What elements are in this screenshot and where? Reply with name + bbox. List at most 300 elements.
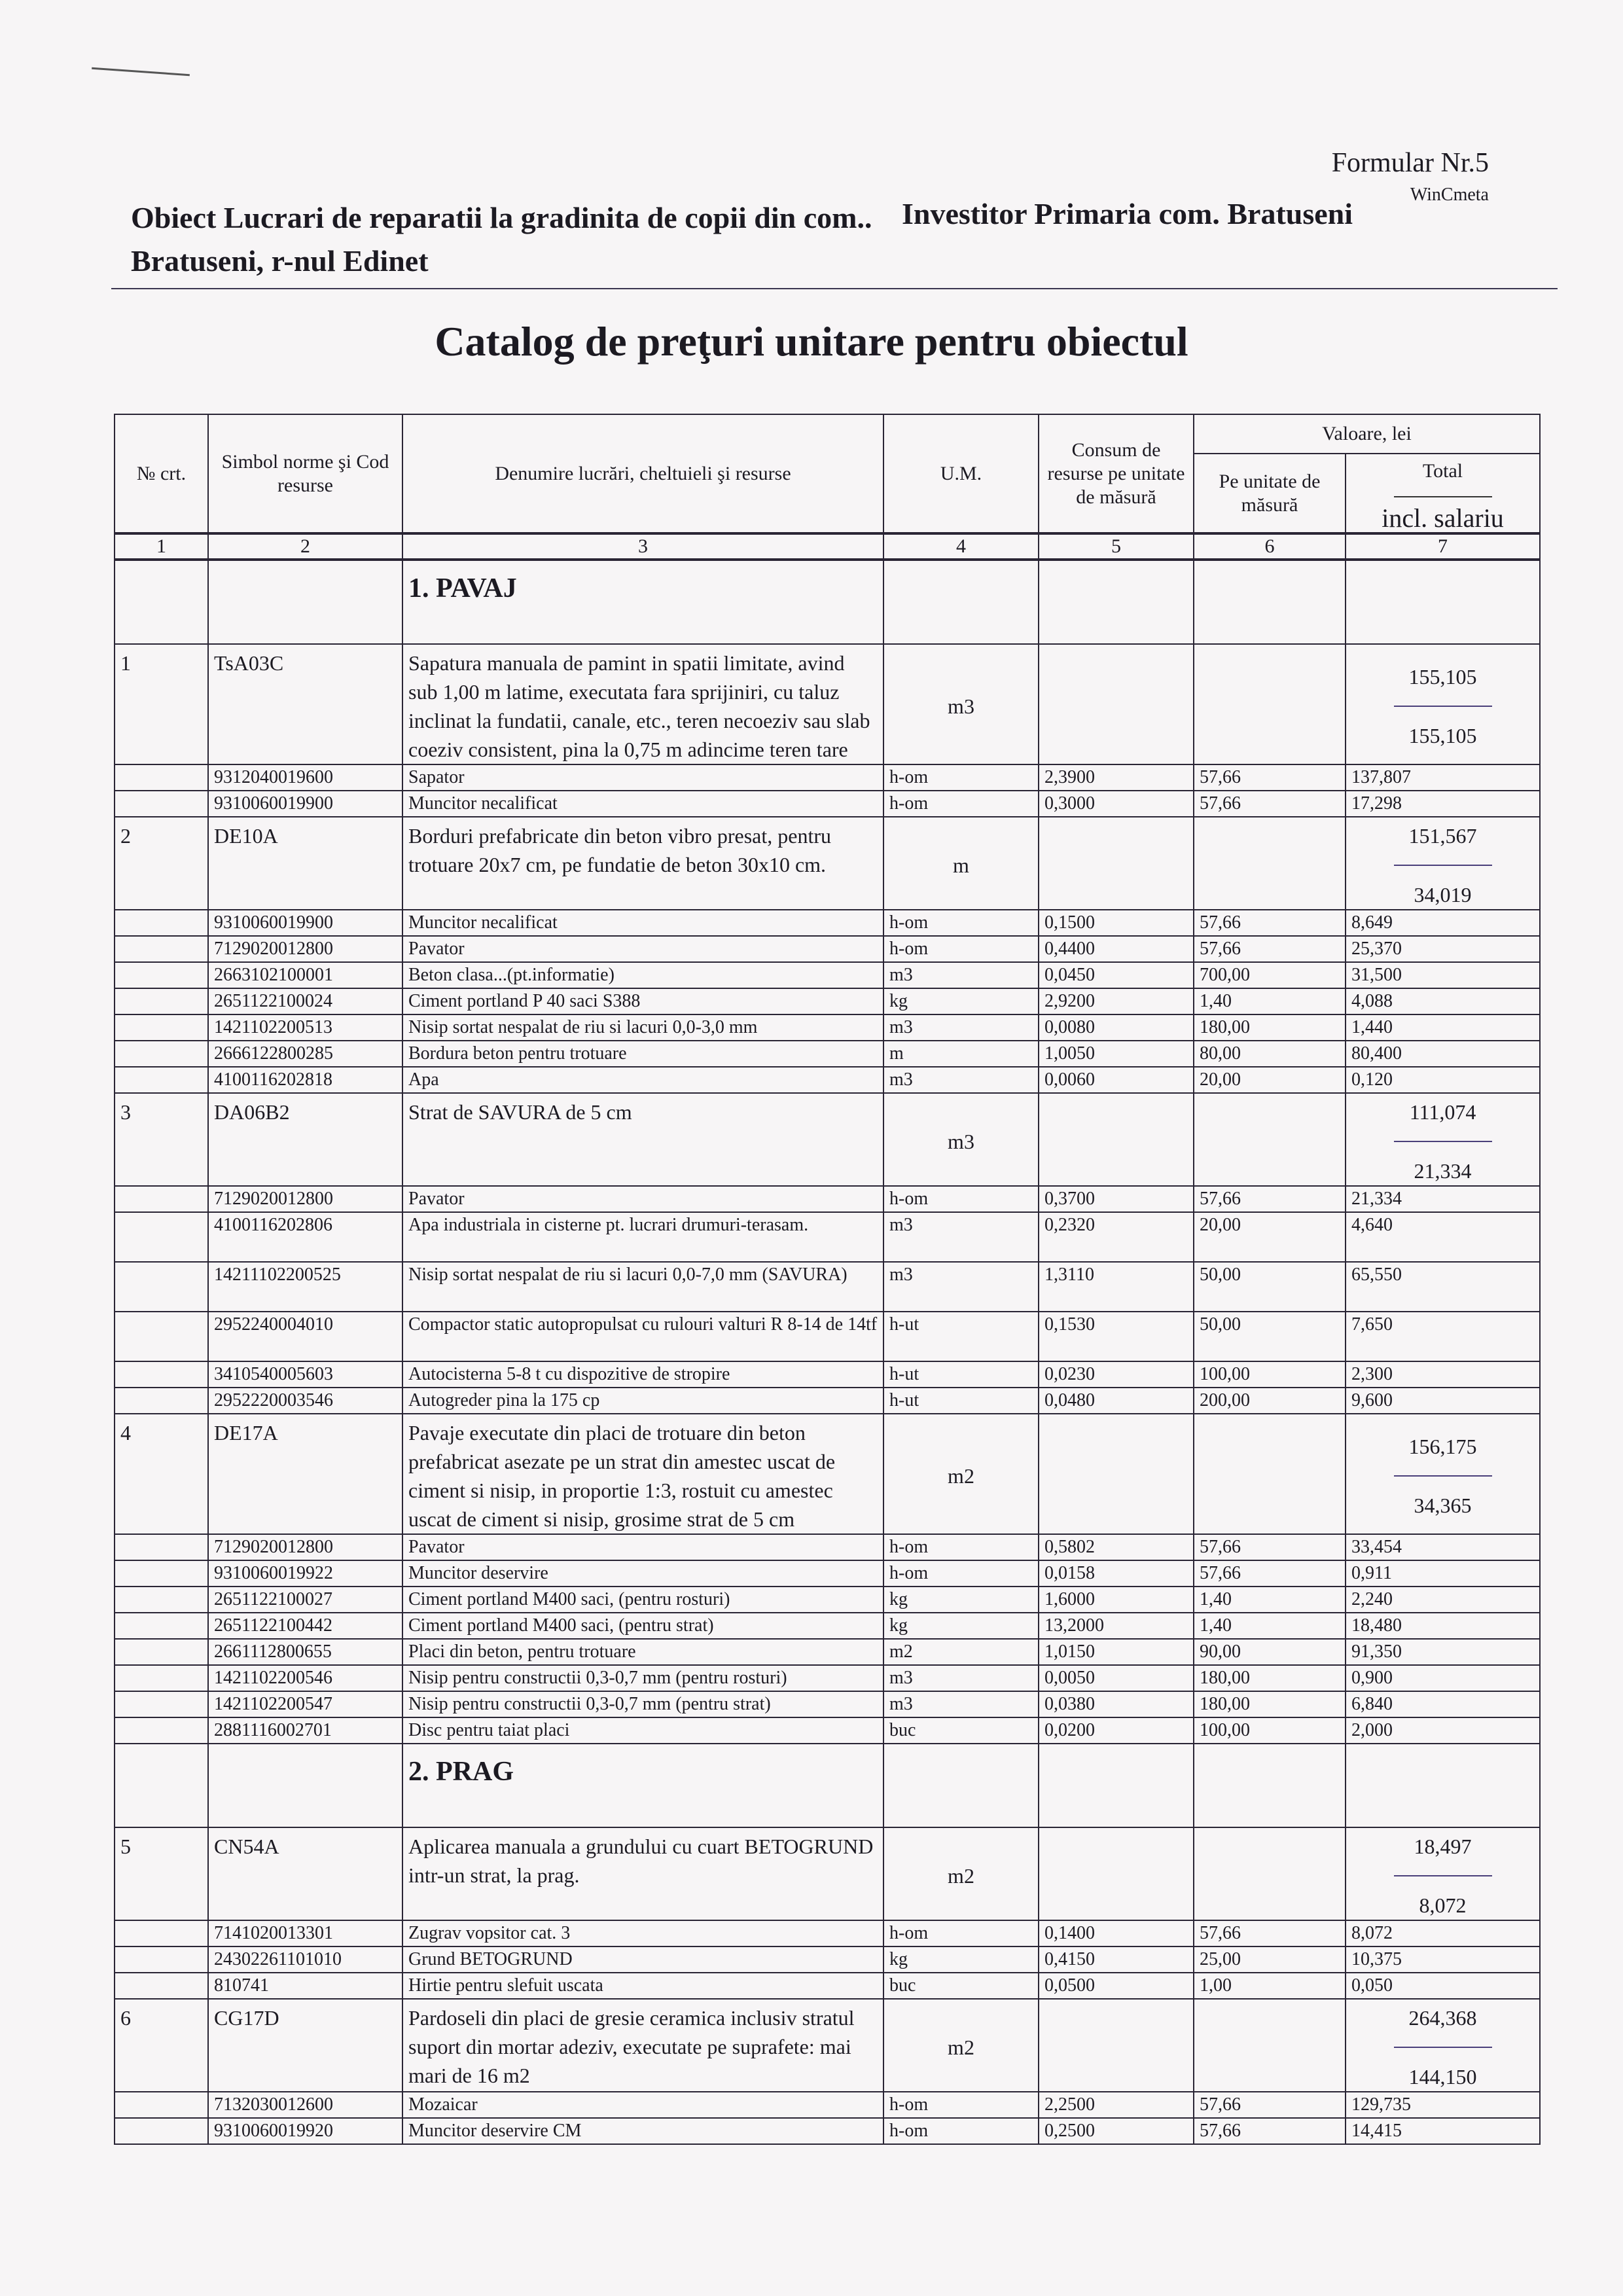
resource-unit: h-om [883,2118,1039,2144]
resource-total: 2,240 [1346,1587,1540,1613]
work-item-row [115,1093,1540,1186]
resource-name: Sapator [402,764,883,791]
cell-nr [115,2118,208,2144]
resource-code: 2651122100027 [208,1587,402,1613]
resource-consumption: 0,4400 [1039,936,1194,962]
item-total-value: 18,497 [1414,1835,1472,1858]
resource-consumption: 0,1530 [1039,1312,1194,1361]
resource-row [115,1691,1540,1717]
resource-unit: h-om [883,1186,1039,1212]
resource-name: Nisip sortat nespalat de riu si lacuri 0,0-7,0 mm (SAVURA) [402,1262,883,1312]
col-number: 6 [1194,533,1346,560]
divider [1394,496,1492,497]
cell-nr [115,1639,208,1665]
resource-unit-price: 1,40 [1194,1587,1346,1613]
resource-row [115,1920,1540,1946]
item-total [1346,1827,1540,1920]
column-number-row [115,533,1540,560]
resource-row [115,1262,1540,1312]
cell-nr [115,764,208,791]
resource-total: 14,415 [1346,2118,1540,2144]
item-total-value: 111,074 [1409,1100,1476,1124]
resource-total: 10,375 [1346,1946,1540,1973]
resource-row [115,1041,1540,1067]
col-number: 7 [1346,533,1540,560]
resource-unit-price: 100,00 [1194,1717,1346,1744]
cell-consum [1039,1827,1194,1920]
item-salary-value: 155,105 [1408,724,1477,747]
col-consum: Consum de resurse pe unitate de măsură [1039,414,1194,533]
divider [111,288,1558,289]
resource-name: Hirtie pentru slefuit uscata [402,1973,883,1999]
resource-total: 17,298 [1346,791,1540,817]
resource-total: 137,807 [1346,764,1540,791]
resource-name: Pavator [402,1186,883,1212]
resource-code: 7129020012800 [208,1186,402,1212]
col-pe-unitate: Pe unitate de măsură [1194,454,1346,533]
resource-consumption: 2,9200 [1039,988,1194,1014]
section-row [115,1744,1540,1827]
resource-code: 3410540005603 [208,1361,402,1388]
work-item-row [115,644,1540,764]
resource-unit-price: 80,00 [1194,1041,1346,1067]
resource-name: Mozaicar [402,2092,883,2118]
resource-unit: h-om [883,764,1039,791]
cell-consum [1039,817,1194,910]
resource-unit-price: 57,66 [1194,1920,1346,1946]
resource-code: 9310060019900 [208,910,402,936]
cell-um [883,560,1039,644]
resource-unit-price: 50,00 [1194,1312,1346,1361]
resource-consumption: 2,3900 [1039,764,1194,791]
resource-row [115,2118,1540,2144]
resource-consumption: 0,0050 [1039,1665,1194,1691]
resource-unit: h-om [883,910,1039,936]
resource-row [115,936,1540,962]
resource-name: Bordura beton pentru trotuare [402,1041,883,1067]
resource-code: 2661112800655 [208,1639,402,1665]
resource-unit-price: 200,00 [1194,1388,1346,1414]
item-description: Borduri prefabricate din beton vibro presat, pentru trotuare 20x7 cm, pe fundatie de beton 30x10 cm. [402,817,883,910]
item-description: Pavaje executate din placi de trotuare din beton prefabricat asezate pe un strat din amestec uscat de ciment si nisip, in proportie 1:3, rostuit cu amestec uscat de ciment si nisip, grosime strat de 5 cm [402,1414,883,1534]
resource-unit: m3 [883,1262,1039,1312]
resource-unit-price: 57,66 [1194,936,1346,962]
resource-consumption: 0,0230 [1039,1361,1194,1388]
price-catalog-table [114,414,1541,2145]
investor: Investitor Primaria com. Bratuseni [902,197,1353,230]
resource-name: Beton clasa...(pt.informatie) [402,962,883,988]
col-simbol: Simbol norme şi Cod resurse [208,414,402,533]
cell-nr [115,1665,208,1691]
resource-name: Grund BETOGRUND [402,1946,883,1973]
item-description: Strat de SAVURA de 5 cm [402,1093,883,1186]
resource-code: 7129020012800 [208,1534,402,1560]
cell-pret [1194,817,1346,910]
item-salary-value: 34,019 [1414,883,1472,906]
resource-unit-price: 1,40 [1194,1613,1346,1639]
col-incl-salariu: incl. salariu [1382,503,1504,533]
resource-row [115,1067,1540,1093]
cell-consum [1039,1999,1194,2092]
cell-consum [1039,644,1194,764]
resource-consumption: 2,2500 [1039,2092,1194,2118]
resource-consumption: 1,0150 [1039,1639,1194,1665]
cell-pret [1194,1744,1346,1827]
resource-row [115,1973,1540,1999]
resource-consumption: 0,0200 [1039,1717,1194,1744]
resource-total: 7,650 [1346,1312,1540,1361]
col-total-label: Total [1422,460,1463,482]
resource-name: Muncitor deservire CM [402,2118,883,2144]
col-number: 2 [208,533,402,560]
cell-cod [208,1744,402,1827]
resource-unit-price: 57,66 [1194,791,1346,817]
section-title: 2. PRAG [402,1744,883,1827]
resource-total: 8,072 [1346,1920,1540,1946]
resource-name: Apa [402,1067,883,1093]
resource-code: 9310060019920 [208,2118,402,2144]
resource-unit-price: 100,00 [1194,1361,1346,1388]
cell-total [1346,560,1540,644]
resource-unit: kg [883,1587,1039,1613]
item-total-value: 155,105 [1408,665,1477,689]
resource-name: Ciment portland M400 saci, (pentru strat) [402,1613,883,1639]
resource-name: Nisip pentru constructii 0,3-0,7 mm (pentru strat) [402,1691,883,1717]
resource-consumption: 0,4150 [1039,1946,1194,1973]
col-valoare: Valoare, lei [1194,414,1540,454]
resource-unit-price: 180,00 [1194,1014,1346,1041]
cell-nr [115,1587,208,1613]
col-nr: № crt. [115,414,208,533]
resource-consumption: 0,0380 [1039,1691,1194,1717]
resource-code: 9310060019922 [208,1560,402,1587]
page-title: Catalog de preţuri unitare pentru obiectul [435,318,1188,365]
resource-row [115,791,1540,817]
item-code: CG17D [208,1999,402,2092]
cell-nr [115,1744,208,1827]
resource-consumption: 0,0500 [1039,1973,1194,1999]
item-code: CN54A [208,1827,402,1920]
resource-unit-price: 57,66 [1194,910,1346,936]
resource-consumption: 0,1500 [1039,910,1194,936]
item-number: 5 [115,1827,208,1920]
cell-cod [208,560,402,644]
resource-row [115,2092,1540,2118]
resource-name: Autocisterna 5-8 t cu dispozitive de stropire [402,1361,883,1388]
resource-unit: m3 [883,1691,1039,1717]
cell-nr [115,1212,208,1262]
resource-row [115,1186,1540,1212]
resource-code: 14211102200525 [208,1262,402,1312]
resource-unit-price: 20,00 [1194,1212,1346,1262]
resource-unit: h-om [883,1560,1039,1587]
resource-unit-price: 57,66 [1194,2118,1346,2144]
item-salary-value: 34,365 [1414,1494,1472,1517]
resource-unit: h-om [883,791,1039,817]
resource-consumption: 0,0480 [1039,1388,1194,1414]
resource-code: 1421102200547 [208,1691,402,1717]
resource-name: Ciment portland P 40 saci S388 [402,988,883,1014]
item-total [1346,1093,1540,1186]
resource-unit: h-ut [883,1312,1039,1361]
resource-consumption: 0,3700 [1039,1186,1194,1212]
work-item-row [115,1999,1540,2092]
resource-total: 4,640 [1346,1212,1540,1262]
resource-code: 2881116002701 [208,1717,402,1744]
resource-total: 65,550 [1346,1262,1540,1312]
cell-nr [115,1361,208,1388]
resource-name: Muncitor necalificat [402,910,883,936]
resource-unit-price: 57,66 [1194,1560,1346,1587]
resource-total: 9,600 [1346,1388,1540,1414]
resource-unit-price: 1,00 [1194,1973,1346,1999]
resource-unit: m3 [883,962,1039,988]
resource-code: 2952220003546 [208,1388,402,1414]
resource-code: 9312040019600 [208,764,402,791]
item-salary-value: 8,072 [1419,1893,1467,1917]
section-row [115,560,1540,644]
resource-unit: h-ut [883,1361,1039,1388]
divider [1394,706,1492,707]
resource-total: 0,120 [1346,1067,1540,1093]
cell-consum [1039,1093,1194,1186]
item-unit: m [883,817,1039,910]
resource-consumption: 1,6000 [1039,1587,1194,1613]
resource-unit: kg [883,1946,1039,1973]
resource-unit: m3 [883,1067,1039,1093]
cell-nr [115,1041,208,1067]
item-code: TsA03C [208,644,402,764]
resource-code: 7132030012600 [208,2092,402,2118]
resource-row [115,1639,1540,1665]
resource-row [115,1717,1540,1744]
scan-mark [92,67,190,76]
cell-pret [1194,1093,1346,1186]
resource-consumption: 0,3000 [1039,791,1194,817]
resource-unit: m [883,1041,1039,1067]
cell-nr [115,1388,208,1414]
resource-row [115,1560,1540,1587]
item-number: 6 [115,1999,208,2092]
resource-unit: h-om [883,1920,1039,1946]
software-label: WinCmeta [1410,185,1489,205]
item-number: 3 [115,1093,208,1186]
cell-nr [115,2092,208,2118]
cell-nr [115,1613,208,1639]
col-number: 4 [883,533,1039,560]
resource-total: 21,334 [1346,1186,1540,1212]
item-code: DA06B2 [208,1093,402,1186]
resource-row [115,1212,1540,1262]
resource-name: Zugrav vopsitor cat. 3 [402,1920,883,1946]
cell-nr [115,1691,208,1717]
item-number: 4 [115,1414,208,1534]
divider [1394,1875,1492,1876]
form-number: Formular Nr.5 [1331,148,1489,178]
col-denumire: Denumire lucrări, cheltuieli şi resurse [402,414,883,533]
cell-nr [115,962,208,988]
item-salary-value: 21,334 [1414,1159,1472,1183]
resource-unit: m3 [883,1212,1039,1262]
resource-consumption: 0,0158 [1039,1560,1194,1587]
resource-consumption: 0,0060 [1039,1067,1194,1093]
resource-code: 1421102200513 [208,1014,402,1041]
cell-consum [1039,1414,1194,1534]
cell-nr [115,1067,208,1093]
item-unit: m3 [883,644,1039,764]
resource-name: Ciment portland M400 saci, (pentru rosturi) [402,1587,883,1613]
divider [1394,1141,1492,1142]
item-total [1346,1414,1540,1534]
section-title: 1. PAVAJ [402,560,883,644]
item-total-value: 151,567 [1408,824,1477,848]
item-description: Aplicarea manuala a grundului cu cuart BETOGRUND intr-un strat, la prag. [402,1827,883,1920]
item-unit: m3 [883,1093,1039,1186]
item-unit: m2 [883,1827,1039,1920]
resource-consumption: 0,5802 [1039,1534,1194,1560]
col-number: 1 [115,533,208,560]
resource-unit-price: 180,00 [1194,1691,1346,1717]
item-number: 2 [115,817,208,910]
divider [1394,1475,1492,1477]
cell-consum [1039,560,1194,644]
resource-code: 2952240004010 [208,1312,402,1361]
cell-nr [115,791,208,817]
item-code: DE17A [208,1414,402,1534]
col-number: 3 [402,533,883,560]
resource-total: 8,649 [1346,910,1540,936]
resource-name: Nisip sortat nespalat de riu si lacuri 0,0-3,0 mm [402,1014,883,1041]
resource-unit-price: 20,00 [1194,1067,1346,1093]
resource-row [115,1388,1540,1414]
cell-nr [115,1560,208,1587]
resource-row [115,1946,1540,1973]
resource-code: 2651122100442 [208,1613,402,1639]
item-description: Sapatura manuala de pamint in spatii limitate, avind sub 1,00 m latime, executata fara sprijiniri, cu taluz inclinat la fundatii, canale, etc., teren necoeziv sau slab coeziv consistent, pina la 0,75 m adincime teren tare [402,644,883,764]
resource-code: 810741 [208,1973,402,1999]
col-um: U.M. [883,414,1039,533]
resource-consumption: 0,1400 [1039,1920,1194,1946]
resource-unit-price: 50,00 [1194,1262,1346,1312]
resource-unit: h-om [883,936,1039,962]
resource-name: Muncitor deservire [402,1560,883,1587]
resource-consumption: 1,3110 [1039,1262,1194,1312]
cell-consum [1039,1744,1194,1827]
resource-total: 129,735 [1346,2092,1540,2118]
resource-row [115,962,1540,988]
col-number: 5 [1039,533,1194,560]
resource-unit: m3 [883,1014,1039,1041]
resource-total: 25,370 [1346,936,1540,962]
resource-consumption: 0,0450 [1039,962,1194,988]
resource-code: 24302261101010 [208,1946,402,1973]
resource-unit: buc [883,1717,1039,1744]
resource-consumption: 13,2000 [1039,1613,1194,1639]
resource-unit-price: 180,00 [1194,1665,1346,1691]
resource-total: 91,350 [1346,1639,1540,1665]
cell-nr [115,1186,208,1212]
resource-unit-price: 57,66 [1194,764,1346,791]
resource-code: 9310060019900 [208,791,402,817]
resource-unit-price: 57,66 [1194,1186,1346,1212]
resource-unit: kg [883,988,1039,1014]
resource-unit-price: 90,00 [1194,1639,1346,1665]
resource-name: Autogreder pina la 175 cp [402,1388,883,1414]
cell-pret [1194,560,1346,644]
resource-total: 4,088 [1346,988,1540,1014]
resource-name: Placi din beton, pentru trotuare [402,1639,883,1665]
resource-unit-price: 25,00 [1194,1946,1346,1973]
resource-code: 2651122100024 [208,988,402,1014]
object-description: Obiect Lucrari de reparatii la gradinita de copii din com.. Bratuseni, r-nul Edinet [131,201,872,278]
resource-code: 1421102200546 [208,1665,402,1691]
resource-total: 2,300 [1346,1361,1540,1388]
resource-row [115,1014,1540,1041]
resource-code: 7129020012800 [208,936,402,962]
cell-nr [115,1717,208,1744]
cell-um [883,1744,1039,1827]
resource-unit: m2 [883,1639,1039,1665]
item-salary-value: 144,150 [1408,2065,1477,2089]
resource-consumption: 0,2500 [1039,2118,1194,2144]
divider [1394,2047,1492,2048]
resource-row [115,988,1540,1014]
item-total [1346,644,1540,764]
work-item-row [115,817,1540,910]
item-code: DE10A [208,817,402,910]
cell-nr [115,910,208,936]
resource-code: 4100116202806 [208,1212,402,1262]
resource-row [115,1361,1540,1388]
resource-row [115,764,1540,791]
resource-unit-price: 700,00 [1194,962,1346,988]
resource-code: 2666122800285 [208,1041,402,1067]
resource-total: 0,900 [1346,1665,1540,1691]
resource-name: Disc pentru taiat placi [402,1717,883,1744]
resource-row [115,1665,1540,1691]
resource-total: 31,500 [1346,962,1540,988]
resource-consumption: 0,0080 [1039,1014,1194,1041]
cell-nr [115,936,208,962]
resource-total: 1,440 [1346,1014,1540,1041]
resource-unit-price: 57,66 [1194,2092,1346,2118]
resource-code: 7141020013301 [208,1920,402,1946]
resource-row [115,910,1540,936]
item-total-value: 264,368 [1408,2006,1477,2030]
item-unit: m2 [883,1414,1039,1534]
cell-total [1346,1744,1540,1827]
table-body [115,560,1540,2144]
resource-total: 33,454 [1346,1534,1540,1560]
col-total [1346,454,1540,533]
resource-unit: kg [883,1613,1039,1639]
resource-unit: buc [883,1973,1039,1999]
resource-name: Nisip pentru constructii 0,3-0,7 mm (pentru rosturi) [402,1665,883,1691]
resource-row [115,1587,1540,1613]
resource-name: Muncitor necalificat [402,791,883,817]
resource-consumption: 1,0050 [1039,1041,1194,1067]
cell-nr [115,1920,208,1946]
resource-total: 80,400 [1346,1041,1540,1067]
cell-nr [115,1973,208,1999]
resource-unit: m3 [883,1665,1039,1691]
resource-code: 4100116202818 [208,1067,402,1093]
resource-row [115,1613,1540,1639]
resource-name: Compactor static autopropulsat cu rulouri valturi R 8-14 de 14tf [402,1312,883,1361]
resource-unit: h-om [883,1534,1039,1560]
resource-unit: h-om [883,2092,1039,2118]
item-description: Pardoseli din placi de gresie ceramica inclusiv stratul suport din mortar adeziv, executate pe suprafete: mai mari de 16 m2 [402,1999,883,2092]
